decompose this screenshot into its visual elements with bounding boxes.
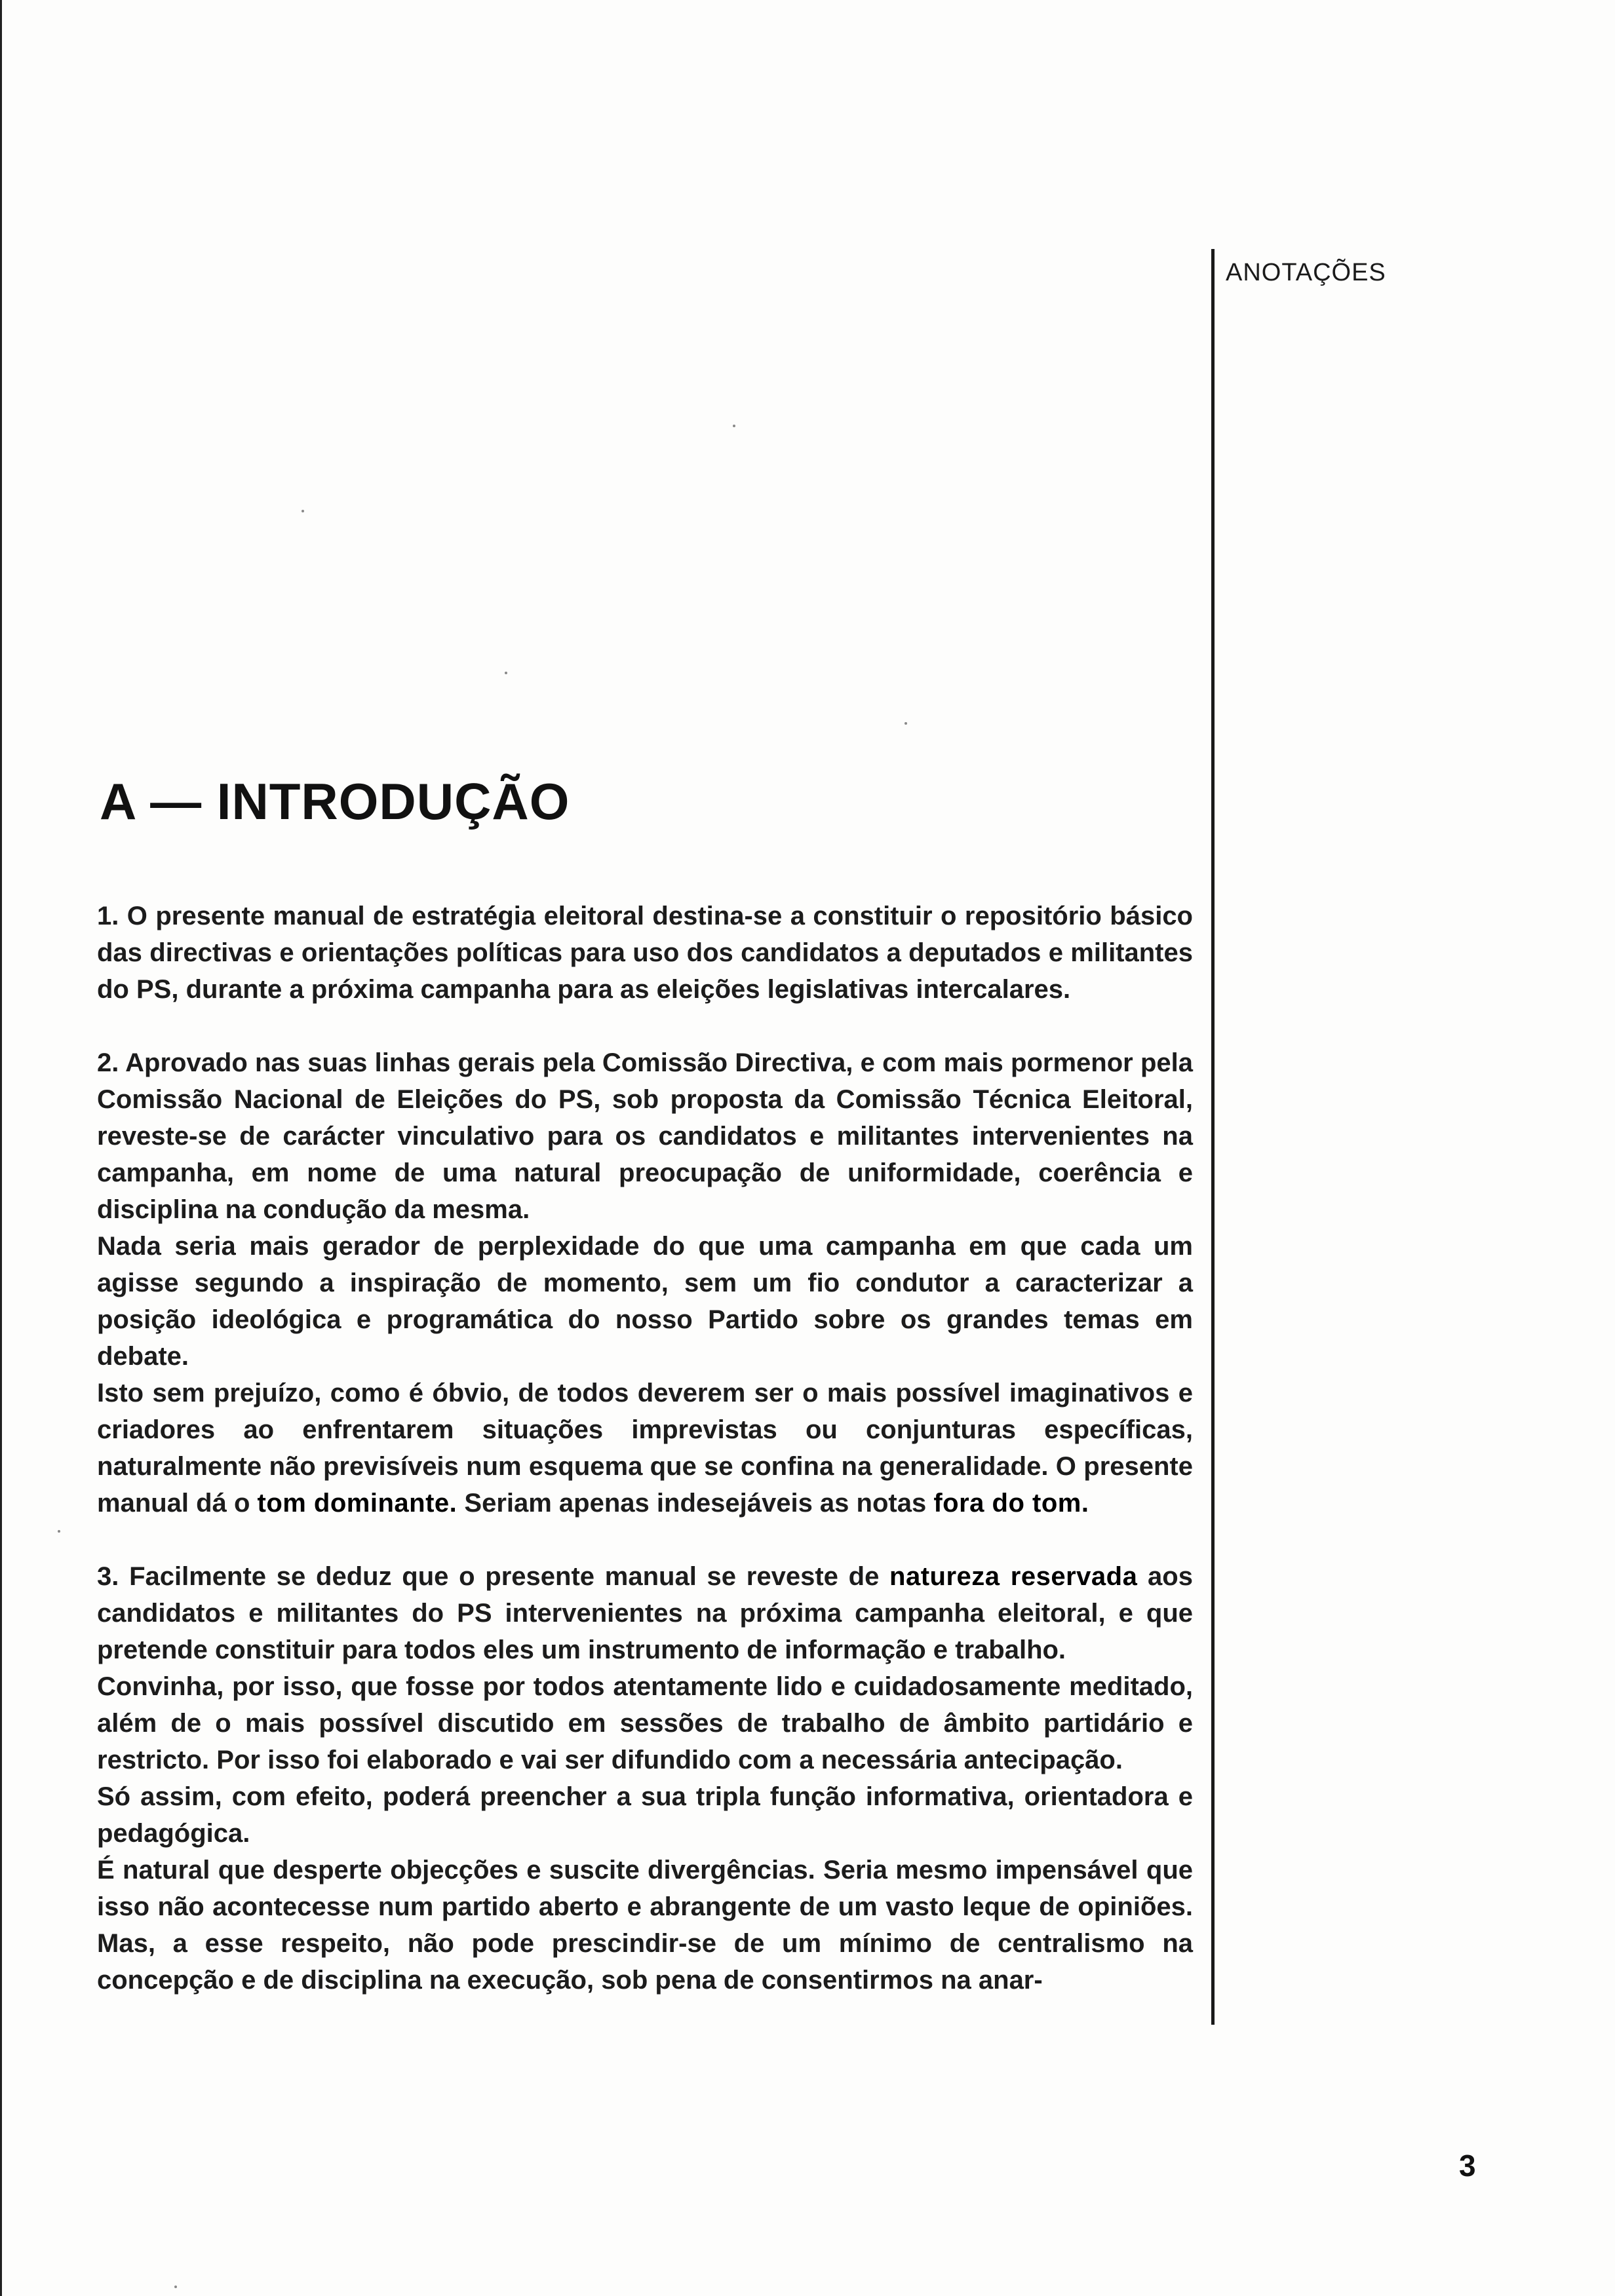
scan-speck [733, 425, 735, 427]
paragraph-2-continuation-1: Nada seria mais gerador de perplexidade do que uma campanha em que cada um agisse segundo a inspiração de momento, sem um fio condutor a caracterizar a posição ideológica e programática do nosso Partido sobre os grandes temas em debate. [97, 1232, 1193, 1371]
emphasis-natureza-reservada: natureza reservada [889, 1562, 1138, 1591]
paragraph-3-text-b: aos candidatos e militantes do PS intervenientes na próxima campanha eleitoral, e que pretende constituir para todos eles um instrumento de informação e trabalho. [97, 1562, 1193, 1664]
body-text [97, 898, 1193, 1999]
emphasis-fora-do-tom: fora do tom. [933, 1489, 1089, 1518]
scan-speck [905, 722, 907, 725]
paragraph-3-continuation-1: Convinha, por isso, que fosse por todos atentamente lido e cuidadosamente meditado, além de o mais possível discutido em sessões de trabalho de âmbito partidário e restricto. Por isso foi elaborado e vai ser difundido com a necessária antecipação. [97, 1672, 1193, 1774]
annotations-margin-rule [1211, 249, 1215, 2025]
section-title: A — INTRODUÇÃO [100, 773, 570, 830]
scan-speck [174, 2286, 177, 2288]
paragraph-2-text-b: Seriam apenas indesejáveis as notas [457, 1489, 934, 1518]
paragraph-3-text-a: 3. Facilmente se deduz que o presente manual se reveste de [97, 1562, 890, 1591]
paragraph-2-continuation-2 [97, 1375, 1193, 1521]
annotations-label: ANOTAÇÕES [1226, 259, 1386, 286]
paragraph-1: 1. O presente manual de estratégia eleitoral destina-se a constituir o repositório básico das directivas e orientações políticas para uso dos candidatos a deputados e militantes do PS, durante a próxima campanha para as eleições legislativas intercalares. [97, 902, 1193, 1004]
paragraph-3-continuation-3: É natural que desperte objecções e suscite divergências. Seria mesmo impensável que isso não acontecesse num partido aberto e abrangente de um vasto leque de opiniões. Mas, a esse respeito, não pode prescindir-se de um mínimo de centralismo na concepção e de disciplina na execução, sob pena de consentirmos na anar- [97, 1856, 1193, 1995]
paragraph-2-text-a: Isto sem prejuízo, como é óbvio, de todos deverem ser o mais possível imaginativos e criadores ao enfrentarem situações imprevistas ou conjunturas específicas, naturalmente não previsíveis num esquema que se confina na generalidade. O presente manual dá o [97, 1379, 1193, 1518]
paragraph-3-continuation-2: Só assim, com efeito, poderá preencher a sua tripla função informativa, orientadora e pedagógica. [97, 1782, 1193, 1848]
scan-speck [58, 1530, 60, 1533]
scan-speck [505, 672, 507, 674]
scan-edge [0, 0, 2, 2296]
emphasis-tom-dominante: tom dominante. [257, 1489, 457, 1518]
paragraph-2: 2. Aprovado nas suas linhas gerais pela Comissão Directiva, e com mais pormenor pela Comissão Nacional de Eleições do PS, sob proposta da Comissão Técnica Eleitoral, reveste-se de carácter vinculativo para os candidatos e militantes intervenientes na campanha, em nome de uma natural preocupação de uniformidade, coerência e disciplina na condução da mesma. [97, 1048, 1193, 1224]
paragraph-3 [97, 1558, 1193, 1668]
scan-speck [302, 510, 304, 512]
page-number: 3 [1459, 2149, 1476, 2183]
